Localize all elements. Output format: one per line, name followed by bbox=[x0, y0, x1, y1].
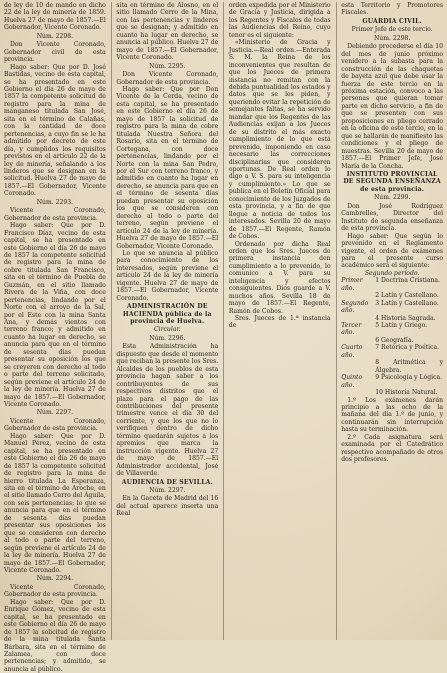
paragraph: Don Vicente Coronado, Gobernador de esta provincia. bbox=[116, 71, 219, 86]
paragraph: Hago saber: Que por D. Manuel Pérez, vecino de esta capital, se ha presentado en este Gobierno el día 26 de mayo de 1857 la competente solicitud de registro para la mina de hierro titulada La Esperanza, sita en el término de Aroche, en el sitio llamado Cerro del Águila, con seis pertenencias; lo que se anuncia para que en el término de sesenta días puedan presentar sus oposiciones los que se consideren con derecho al todo o parte del terreno, según previene el artículo 24 de la ley de minería. Huelva 27 de mayo de 1857.—El Gobernador, Vicente Coronado. bbox=[4, 432, 106, 574]
schedule-subject: 3 Latín y Castellano. bbox=[375, 299, 439, 307]
centered-line: Circular. bbox=[154, 326, 181, 334]
notice-number: Núm. 2296. bbox=[149, 334, 186, 342]
paragraph: Hago saber: Que por D. Enrique Gómez, vecino de esta capital, se ha presentado en este Gobierno el día 26 de mayo de 1857 la solicitud de registro de la mina titulada Santa Bárbara, sita en el término de Zalamea, con doce pertenencias; y admitido, se anuncia al público. bbox=[4, 598, 106, 673]
schedule-subject: 8 Aritmética y Álgebra. bbox=[375, 359, 444, 374]
paragraph: Vicente Coronado, Gobernador de esta provincia. bbox=[4, 583, 106, 599]
paragraph: Don Vicente Coronado, Gobernador civil de esta provincia. bbox=[4, 41, 106, 64]
notice-number: Núm. 2297. bbox=[36, 409, 74, 417]
paragraph: esta Territorio y Promotores Fiscales. bbox=[341, 2, 444, 17]
schedule-line bbox=[341, 292, 443, 299]
schedule-year-label bbox=[341, 337, 373, 344]
paragraph: Hago saber: Que por Don Vicente de la Cerda, vecino de esta capital, se ha presentado en este Gobierno el día 26 de mayo de 1857 la solicitud de registro para la mina de cobre titulada Nuestra Señora del Rosario, sita en el término de Cortegana, con doce pertenencias, lindando por el Norte con la mina San Pedro, por el Sur con terreno franco, y admitido en cuanto ha lugar en derecho, se anuncia para que en el término de sesenta días puedan presentar su oposición los que se consideren con derecho al todo o parte del terreno, según previene el artículo 24 de la ley de minería. Huelva 27 de mayo de 1857.—El Gobernador, Vicente Coronado. bbox=[116, 85, 219, 250]
schedule-year-label bbox=[341, 315, 373, 322]
schedule-line bbox=[341, 300, 443, 315]
schedule-subject: 5 Latín y Griego. bbox=[375, 322, 428, 330]
schedule-year-label: Quinto año. bbox=[341, 374, 363, 389]
paragraph: Ordenado por dicha Real orden que los Sres. Jueces de primera instancia den cumplimiento a lo prevenido, lo comunico a V. para su inteligencia y efectos consiguientes. Dios guarde a V. muchos años. Sevilla 18 de mayo de 1857.—El Regente, Ramón de Cobos. bbox=[228, 240, 331, 315]
paragraph: Hago saber: Que por D. José Bastidas, vecino de esta capital, se ha presentado en este Gobierno el día 26 de mayo de 1857 la competente solicitud de registro para la mina de manganeso titulada San José, sita en el término de Calañas, con la cantidad de doce pertenencias, a cuyo fin se le ha admitido por decreto de este día, y cumplidos los requisitos previstos en el artículo 22 de la ley de minería, señalando a los linderos que se designan en la solicitud. Huelva 27 de mayo de 1857.—El Gobernador, Vicente Coronado. bbox=[4, 63, 106, 198]
schedule-line bbox=[341, 277, 443, 292]
paragraph: Lo que se anuncia al público para conocimiento de los interesados, según previene el artículo 24 de la ley de minería vigente. Huelva 27 de mayo de 1857.—El Gobernador, Vicente Coronado. bbox=[116, 249, 219, 302]
paragraph: Vicente Coronado, Gobernador de esta provincia. bbox=[4, 207, 106, 222]
paragraph: Hago saber: Que por D. Francisco Díaz, vecino de esta capital, se ha presentado en este Gobierno el día 26 de mayo de 1857 la competente solicitud de registro para la mina de cobre titulada San Francisco, sita en el término de Puebla de Guzmán, en el sitio llamado Rivera de la Viña, con doce pertenencias, lindando por el Norte con el arroyo de la Sal, por el Este con la mina Santa Ana, y demás vientos con terreno franco; y admitido en cuanto ha lugar en derecho, se anuncia para que en el término de sesenta días puedan presentar su oposición los que se creyeren con derecho al todo o parte del terreno solicitado, según previene el artículo 24 de la ley de minería. Huelva 27 de mayo de 1857.—El Gobernador, Vicente Coronado. bbox=[4, 222, 106, 409]
paragraph: 1.º Los exámenes darán principio a las ocho de la mañana del día 1.º de junio, y continuarán sin interrupción hasta su terminación. bbox=[341, 396, 444, 434]
section-heading: GUARDIA CIVIL. bbox=[362, 17, 422, 25]
schedule-subject: 1 Doctrina Cristiana. bbox=[375, 277, 440, 285]
centered-line: Segundo período. bbox=[364, 269, 420, 277]
paragraph: Esta Administración ha dispuesto que desde el momento que reciban la presente los Sres. Alcaldes de los pueblos de esta provincia hagan saber a los contribuyentes de sus respectivos distritos que el plazo para el pago de las contribuciones del presente trimestre vence el día 30 del corriente, y que los que no lo verifiquen dentro de dicho término quedarán sujetos a los apremios que marca la instrucción vigente. Huelva 27 de mayo de 1857.—El Administrador accidental, José de Villaverde. bbox=[116, 343, 219, 478]
paragraph: Don José Rodríguez Cambrelles, Director del Instituto de segunda enseñanza de esta provincia. bbox=[341, 202, 444, 233]
schedule-line bbox=[341, 337, 443, 344]
column-3 bbox=[229, 2, 331, 640]
paragraph: Vicente Coronado, Gobernador de esta provincia. bbox=[4, 417, 106, 433]
paragraph: orden expedida por el Ministerio de Gracia y Justicia, dirigida a los Regentes y Fiscales de todas las Audiencias del Reino, cuyo tenor es el siguiente: bbox=[228, 2, 331, 39]
schedule-year-label bbox=[341, 389, 373, 396]
schedule-year-label: Primer año. bbox=[341, 277, 363, 292]
schedule-subject: 2 Latín y Castellano. bbox=[375, 292, 439, 300]
schedule-subject: 6 Geografía. bbox=[375, 336, 414, 344]
schedule-line bbox=[341, 322, 443, 337]
column-rule bbox=[111, 2, 112, 640]
section-heading: ADMINISTRACIÓN DE HACIENDA pública de la provincia de Huelva. bbox=[122, 303, 212, 326]
centered-line: Primer Jefe de este tercio. bbox=[351, 26, 433, 34]
schedule-year-label: Cuarto año. bbox=[341, 344, 363, 359]
section-heading: INSTITUTO PROVINCIAL DE SEGUNDA ENSEÑANZA de esta provincia. bbox=[343, 170, 441, 193]
schedule-line bbox=[341, 359, 443, 374]
column-rule bbox=[223, 2, 224, 640]
notice-number: Núm. 2293. bbox=[36, 198, 74, 206]
paragraph: 2.º Cada asignatura será examinada por el Catedrático respectivo acompañado de otros dos profesores. bbox=[341, 433, 444, 464]
paragraph: sita en término de Alosno, en el sitio llamado Cerro de la Mina, con las pertenencias y linderos que se designan; y admitido en cuanto ha lugar en derecho, se anuncia al público. Huelva 27 de mayo de 1857.—El Gobernador, Vicente Coronado. bbox=[116, 2, 219, 62]
notice-number: Núm. 2297. bbox=[149, 487, 186, 494]
section-heading: AUDIENCIA DE SEVILLA. bbox=[121, 478, 213, 486]
schedule-subject: 7 Retórica y Poética. bbox=[375, 344, 440, 352]
schedule-line bbox=[341, 389, 443, 396]
schedule-line bbox=[341, 315, 443, 322]
notice-number: Núm. 2298. bbox=[373, 34, 411, 42]
schedule-subject: 9 Psicología y Lógica. bbox=[375, 374, 443, 382]
schedule-subject: 10 Historia Natural. bbox=[375, 389, 438, 397]
notice-number: Núm. 2294. bbox=[36, 575, 74, 583]
column-rule bbox=[336, 2, 337, 640]
paragraph: En la Gaceta de Madrid del 16 del actual aparece inserta una Real bbox=[116, 495, 219, 518]
notice-number: Núm. 2295. bbox=[149, 62, 186, 70]
column-1 bbox=[4, 2, 106, 673]
paragraph: Debiendo procederse el día 10 del mes de junio próximo venidero a la subasta para la construcción de las chaquetas de bayeta azul que debe usar la fuerza de este tercio en la próxima estación, convoco a las personas que quieran tomar parte en dicho servicio, a fin de que se presenten con sus proposiciones en pliego cerrado en la oficina de este tercio, en la que se hallarán de manifiesto las condiciones y el pliego de muestras. Sevilla 20 de mayo de 1857.—El Primer Jefe, José María de la Concha. bbox=[341, 43, 444, 170]
schedule-year-label: Segundo año. bbox=[341, 299, 369, 315]
schedule-subject: 4 Historia Sagrada. bbox=[375, 314, 436, 322]
paragraph: de ley de 10 de mando en dicho 22 de la ley de minería de 1859. Huelva 27 de mayo de 1857.—El Gobernador, Vicente Coronado. bbox=[4, 2, 106, 32]
column-2 bbox=[116, 2, 218, 640]
schedule-year-label bbox=[341, 292, 373, 299]
notice-number: Núm. 2298. bbox=[36, 32, 74, 40]
paragraph: Sres. Jueces de 1.ª instancia de bbox=[228, 315, 331, 330]
paragraph: «Ministerio de Gracia y Justicia.—Real orden.—Enterada S. M. la Reina de los inconvenientes que resultan de que los Jueces de primera instancia no remitan con la debida puntualidad los estados y datos que se les piden, y queriendo evitar la repetición de semejantes faltas, se ha servido mandar que los Regentes de las Audiencias exijan a los Jueces de su distrito el más exacto cumplimiento de lo que está prevenido, imponiendo en caso necesario las correcciones disciplinarias que consideren oportunas. De Real orden lo digo a V. S. para su inteligencia y cumplimiento.» Lo que se publica en el Boletín Oficial para conocimiento de los Juzgados de esta provincia, y a fin de que llegue a noticia de todos los interesados. Sevilla 20 de mayo de 1857.—El Regente, Ramón de Cobos. bbox=[228, 39, 331, 241]
schedule-line bbox=[341, 344, 443, 359]
paragraph: Hago saber: Que según lo prevenido en el Reglamento vigente, el orden de exámenes para el presente curso académico será el siguiente: bbox=[341, 232, 444, 270]
column-4 bbox=[341, 2, 443, 640]
schedule-year-label bbox=[341, 359, 373, 374]
notice-number: Núm. 2299. bbox=[373, 194, 411, 202]
schedule-year-label: Tercer año. bbox=[341, 322, 362, 337]
schedule-line bbox=[341, 374, 443, 389]
